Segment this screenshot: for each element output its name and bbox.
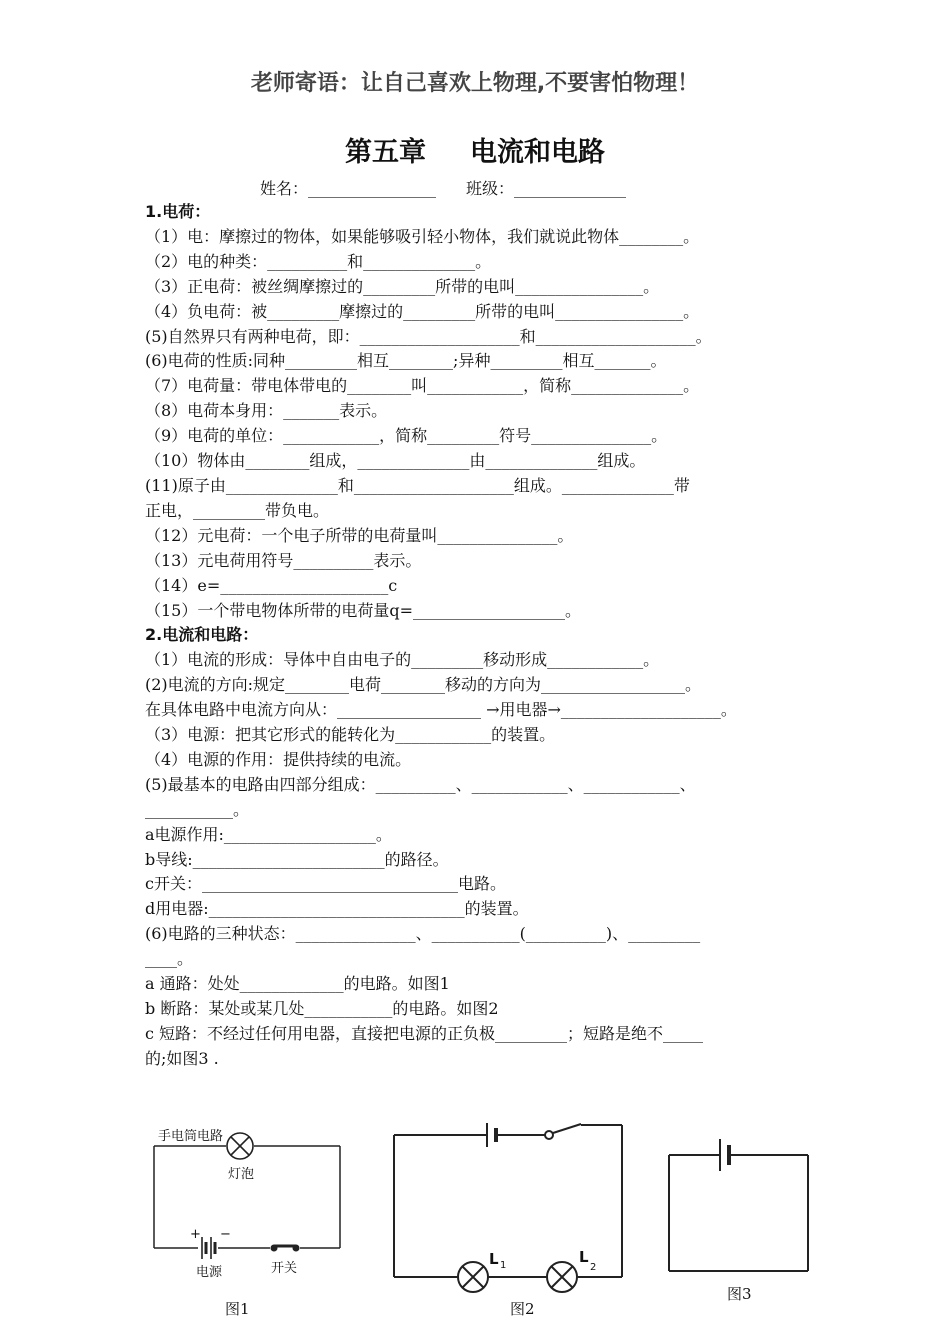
question-line[interactable]: （1）电：摩擦过的物体，如果能够吸引轻小物体，我们就说此物体________。: [145, 226, 700, 246]
page-title: [0, 130, 950, 169]
question-line[interactable]: （8）电荷本身用：_______表示。: [145, 401, 388, 421]
figure1-title-label: 手电筒电路: [158, 1129, 224, 1144]
bulb-icon: [227, 1133, 253, 1159]
question-line[interactable]: ___________。: [145, 799, 250, 819]
question-line[interactable]: （3）正电荷：被丝绸摩擦过的_________所带的电叫________________。: [145, 276, 660, 296]
chapter-name: 电流和电路: [470, 137, 605, 168]
question-line[interactable]: (5)自然界只有两种电荷，即：____________________和____________________。: [145, 326, 712, 346]
lamp-l1-subscript: 1: [500, 1260, 507, 1271]
minus-sign: −: [220, 1227, 231, 1242]
question-line[interactable]: （7）电荷量：带电体带电的________叫____________，简称______________。: [145, 376, 700, 396]
plus-sign: +: [190, 1227, 201, 1242]
figure2-open-circuit: [388, 1115, 628, 1300]
battery-icon: [202, 1237, 215, 1259]
lamp-l2-label: L: [579, 1248, 589, 1266]
question-line[interactable]: （13）元电荷用符号__________表示。: [145, 550, 422, 570]
bulb-label: 灯泡: [228, 1167, 255, 1182]
question-line[interactable]: 正电，_________带负电。: [145, 500, 330, 520]
question-line[interactable]: （4）负电荷：被_________摩擦过的_________所带的电叫________________。: [145, 301, 700, 321]
question-line[interactable]: （2）电的种类：__________和______________。: [145, 251, 492, 271]
question-line[interactable]: c开关：________________________________电路。: [145, 874, 506, 894]
question-line: （4）电源的作用：提供持续的电流。: [145, 749, 412, 769]
figure2-caption: 图2: [510, 1300, 535, 1318]
battery-icon: [720, 1139, 729, 1171]
lamp-l2-subscript: 2: [590, 1262, 597, 1273]
question-line[interactable]: (6)电荷的性质:同种_________相互________;异种_________相互_______。: [145, 351, 667, 371]
question-line[interactable]: (11)原子由______________和____________________组成。______________带: [145, 475, 690, 495]
question-line[interactable]: （1）电流的形成：导体中自由电子的_________移动形成____________。: [145, 650, 660, 670]
question-line[interactable]: ____。: [145, 949, 194, 969]
question-line[interactable]: 在具体电路中电流方向从：__________________ →用电器→____________________。: [145, 700, 737, 720]
switch-open-icon: [545, 1124, 581, 1139]
question-line[interactable]: b 断路：某处或某几处___________的电路。如图2: [145, 999, 499, 1018]
section-heading-charge: 1.电荷：: [145, 202, 211, 221]
section-heading-circuit: 2.电流和电路：: [145, 625, 259, 645]
switch-icon: [271, 1245, 300, 1252]
question-line[interactable]: b导线:________________________的路径。: [145, 849, 449, 869]
switch-label: 开关: [271, 1261, 298, 1276]
question-line[interactable]: （9）电荷的单位：____________，简称_________符号_______________。: [145, 426, 668, 446]
question-line[interactable]: (6)电路的三种状态：_______________、___________(__________)、_________: [145, 924, 701, 944]
lamp-l1-label: L: [489, 1250, 499, 1268]
name-class-row: [260, 176, 626, 199]
worksheet-content: [145, 200, 815, 1072]
source-label: 电源: [196, 1265, 223, 1280]
question-line[interactable]: （14）e=_____________________c: [145, 575, 398, 595]
question-line[interactable]: d用电器:________________________________的装置。: [145, 899, 529, 919]
question-line[interactable]: （10）物体由________组成，______________由______________组成。: [145, 451, 646, 471]
question-line[interactable]: a电源作用:___________________。: [145, 824, 392, 844]
lamp-l1-icon: [458, 1262, 488, 1292]
question-line: 的;如图3 .: [145, 1048, 219, 1068]
figure1-caption: 图1: [225, 1300, 250, 1318]
lamp-l2-icon: [547, 1262, 577, 1292]
question-line[interactable]: （12）元电荷：一个电子所带的电荷量叫_______________。: [145, 525, 574, 545]
battery-icon: [487, 1123, 496, 1147]
figure3-short-circuit: [664, 1133, 814, 1283]
question-line[interactable]: （3）电源：把其它形式的能转化为____________的装置。: [145, 725, 556, 745]
question-line[interactable]: c 短路：不经过任何用电器，直接把电源的正负极_________；短路是绝不_____: [145, 1023, 704, 1043]
figure3-caption: 图3: [727, 1285, 752, 1303]
class-field[interactable]: 班级：______________: [466, 179, 627, 198]
question-line[interactable]: a 通路：处处_____________的电路。如图1: [145, 974, 450, 994]
name-field[interactable]: 姓名：________________: [260, 179, 437, 198]
question-line[interactable]: （15）一个带电物体所带的电荷量q=___________________。: [145, 600, 582, 620]
teacher-motto: 老师寄语：让自己喜欢上物理,不要害怕物理！: [250, 71, 700, 96]
figure1-flashlight-circuit: [150, 1122, 350, 1287]
question-line[interactable]: (5)最基本的电路由四部分组成：__________、____________、____________、: [145, 774, 696, 794]
question-line[interactable]: (2)电流的方向:规定________电荷________移动的方向为__________________。: [145, 675, 702, 695]
chapter-number: 第五章: [345, 137, 426, 168]
